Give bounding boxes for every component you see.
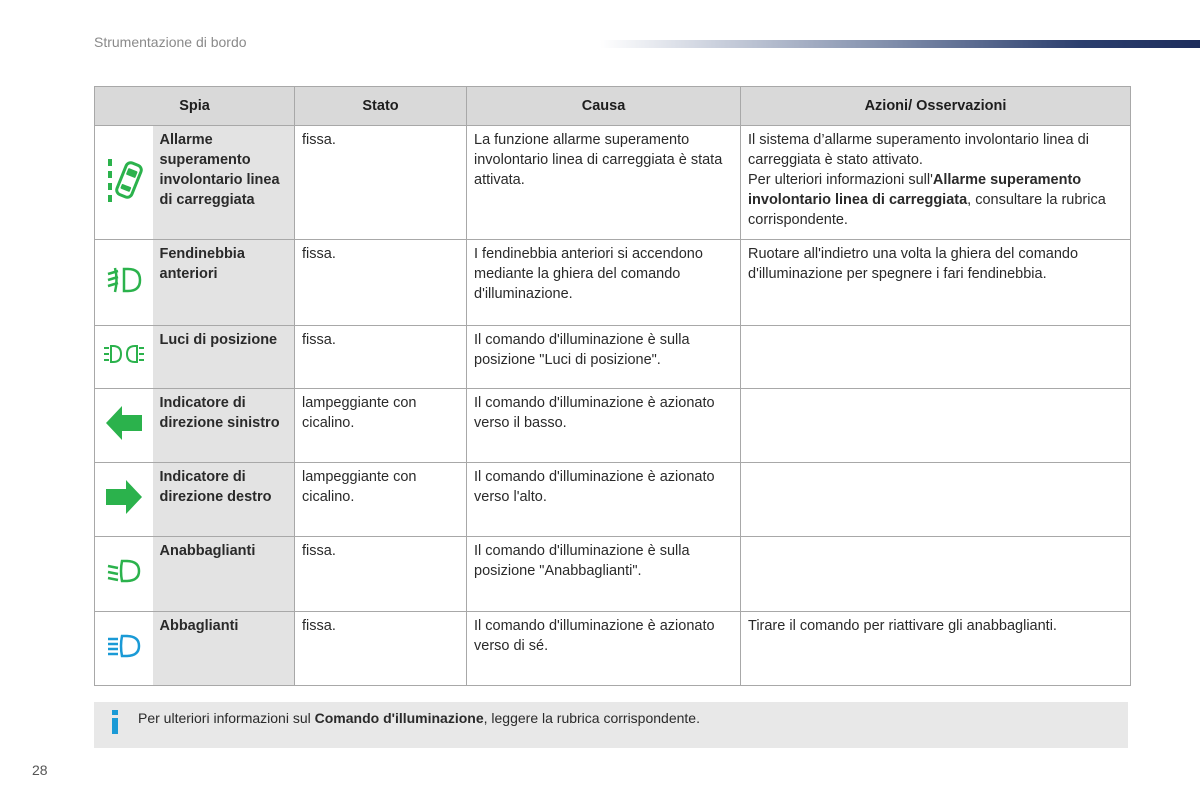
icon-cell bbox=[95, 389, 153, 463]
lamp-action: Tirare il comando per riattivare gli anabbaglianti. bbox=[741, 612, 1131, 686]
info-note bbox=[94, 702, 1128, 748]
table-row bbox=[95, 389, 1131, 463]
lamp-state: fissa. bbox=[295, 326, 467, 389]
lane-departure-warning-icon bbox=[104, 155, 144, 205]
table-row bbox=[95, 463, 1131, 537]
table-row bbox=[95, 240, 1131, 326]
lamp-name: Luci di posizione bbox=[153, 326, 295, 389]
lamp-cause: Il comando d'illuminazione è sulla posizione "Anabbaglianti". bbox=[467, 537, 741, 612]
table-row bbox=[95, 537, 1131, 612]
lamp-name: Fendinebbia anteriori bbox=[153, 240, 295, 326]
lamp-cause: Il comando d'illuminazione è azionato verso di sé. bbox=[467, 612, 741, 686]
lamp-cause: La funzione allarme superamento involontario linea di carreggiata è stata attivata. bbox=[467, 126, 741, 240]
lamp-cause: Il comando d'illuminazione è sulla posizione "Luci di posizione". bbox=[467, 326, 741, 389]
action-bold-text: Allarme superamento involontario linea di carreggiata bbox=[748, 172, 1082, 208]
icon-cell bbox=[95, 240, 153, 326]
note-suffix: , leggere la rubrica corrispondente. bbox=[483, 710, 700, 726]
lamp-action bbox=[741, 326, 1131, 389]
note-prefix: Per ulteriori informazioni sul bbox=[138, 710, 315, 726]
table-row bbox=[95, 326, 1131, 389]
lamp-state: fissa. bbox=[295, 240, 467, 326]
side-lamps-icon bbox=[102, 342, 146, 366]
right-turn-arrow-icon bbox=[104, 478, 144, 516]
action-text: , consultare la rubrica corrispondente. bbox=[748, 192, 1106, 228]
lamp-name: Allarme superamento involontario linea di carreggiata bbox=[153, 126, 295, 240]
lamp-state: lampeggiante con cicalino. bbox=[295, 463, 467, 537]
lamp-name: Indicatore di direzione destro bbox=[153, 463, 295, 537]
icon-cell bbox=[95, 326, 153, 389]
lamp-cause: Il comando d'illuminazione è azionato verso il basso. bbox=[467, 389, 741, 463]
lamp-action bbox=[741, 126, 1131, 240]
column-header-causa: Causa bbox=[467, 87, 741, 126]
lamp-action bbox=[741, 463, 1131, 537]
left-turn-arrow-icon bbox=[104, 404, 144, 442]
lamp-action: Ruotare all'indietro una volta la ghiera del comando d'illuminazione per spegnere i fari fendinebbia. bbox=[741, 240, 1131, 326]
column-header-azioni: Azioni/ Osservazioni bbox=[741, 87, 1131, 126]
table-header-row bbox=[95, 87, 1131, 126]
icon-cell bbox=[95, 612, 153, 686]
page-number: 28 bbox=[32, 762, 48, 778]
info-note-text bbox=[138, 710, 700, 726]
lamp-cause: Il comando d'illuminazione è azionato verso l'alto. bbox=[467, 463, 741, 537]
action-text: Il sistema d’allarme superamento involontario linea di carreggiata è stato attivato. bbox=[748, 132, 1089, 168]
warning-lamps-table bbox=[94, 86, 1131, 686]
lamp-action bbox=[741, 389, 1131, 463]
lamp-state: fissa. bbox=[295, 126, 467, 240]
lamp-state: lampeggiante con cicalino. bbox=[295, 389, 467, 463]
lamp-name: Indicatore di direzione sinistro bbox=[153, 389, 295, 463]
note-bold: Comando d'illuminazione bbox=[314, 710, 484, 726]
front-fog-lamps-icon bbox=[104, 265, 144, 295]
main-beam-icon bbox=[106, 633, 142, 659]
lamp-action bbox=[741, 537, 1131, 612]
info-icon bbox=[110, 710, 120, 734]
table-row bbox=[95, 126, 1131, 240]
lamp-state: fissa. bbox=[295, 612, 467, 686]
section-title: Strumentazione di bordo bbox=[94, 34, 247, 50]
lamp-name: Anabbaglianti bbox=[153, 537, 295, 612]
column-header-stato: Stato bbox=[295, 87, 467, 126]
lamp-name: Abbaglianti bbox=[153, 612, 295, 686]
table-row bbox=[95, 612, 1131, 686]
icon-cell bbox=[95, 463, 153, 537]
lamp-cause: I fendinebbia anteriori si accendono mediante la ghiera del comando d'illuminazione. bbox=[467, 240, 741, 326]
action-text: Per ulteriori informazioni sull' bbox=[748, 172, 933, 188]
lamp-state: fissa. bbox=[295, 537, 467, 612]
header-gradient-bar bbox=[600, 40, 1200, 48]
icon-cell bbox=[95, 537, 153, 612]
icon-cell bbox=[95, 126, 153, 240]
column-header-spia: Spia bbox=[95, 87, 295, 126]
dipped-beam-icon bbox=[106, 558, 142, 584]
